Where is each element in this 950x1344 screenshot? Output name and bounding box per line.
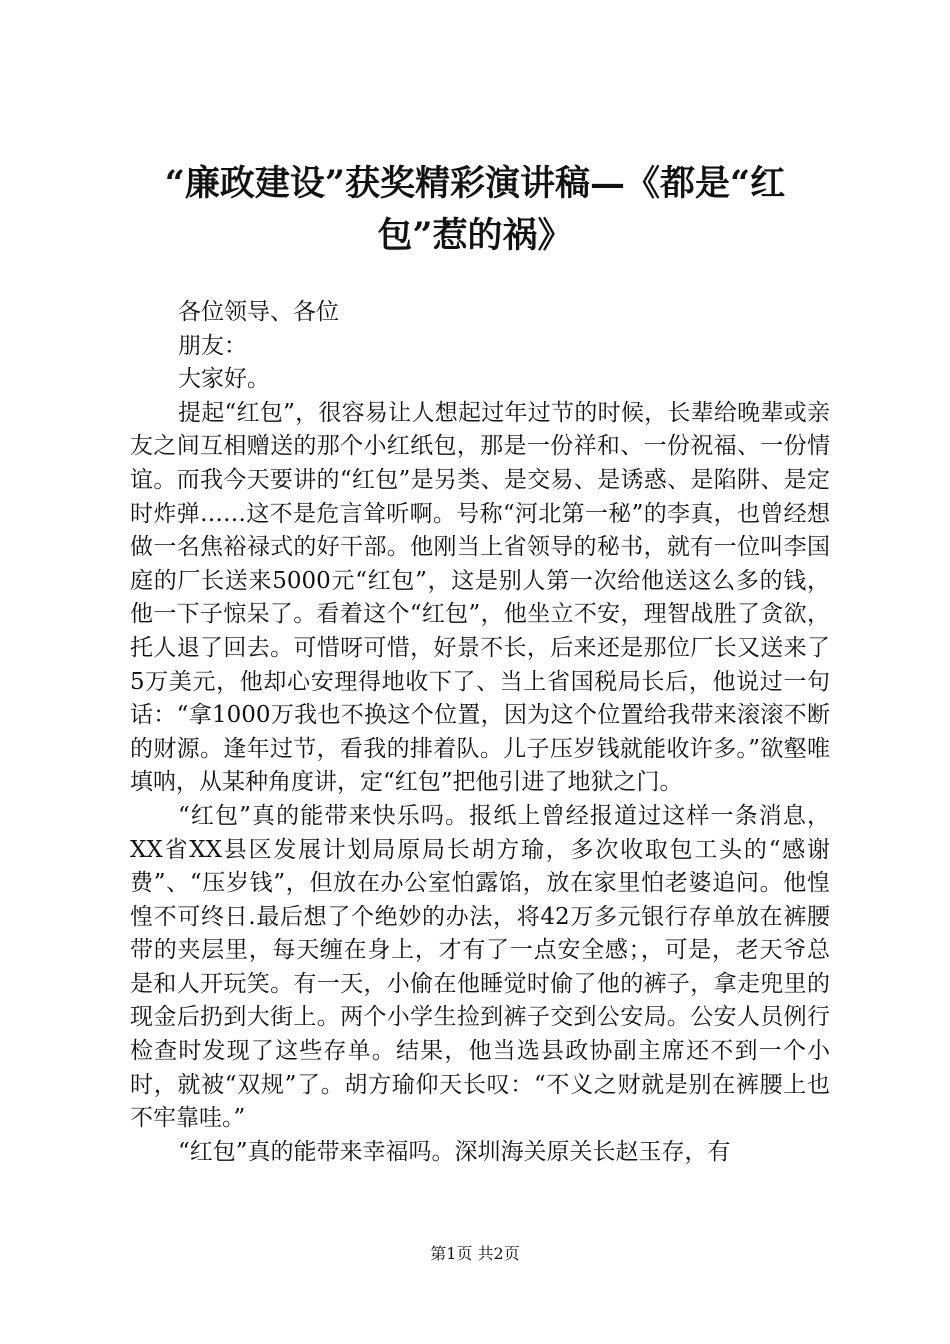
- paragraph-1: 提起“红包”，很容易让人想起过年过节的时候，长辈给晚辈或亲友之间互相赠送的那个小红纸包，那是一份祥和、一份祝福、一份情谊。而我今天要讲的“红包”是另类、是交易、是诱惑、是陷阱、是定时炸弹……这不是危言耸听啊。号称“河北第一秘”的李真，也曾经想做一名焦裕禄式的好干部。他刚当上省领导的秘书，就有一位叫李国庭的厂长送来5000元“红包”，这是别人第一次给他送这么多的钱，他一下子惊呆了。看着这个“红包”，他坐立不安，理智战胜了贪欲，托人退了回去。可惜呀可惜，好景不长，后来还是那位厂长又送来了5万美元，他却心安理得地收下了、当上省国税局长后，他说过一句话：“拿1000万我也不换这个位置，因为这个位置给我带来滚滚不断的财源。逢年过节，看我的排着队。儿子压岁钱就能收许多。”欲壑唯填呐，从某种角度讲，定“红包”把他引进了地狱之门。: [130, 399, 830, 796]
- greeting: 大家好。: [178, 366, 270, 393]
- title-line-2: 包”惹的祸》: [377, 215, 573, 256]
- document-title: [120, 158, 830, 262]
- paragraph-2: “红包”真的能带来快乐吗。报纸上曾经报道过这样一条消息，XX省XX县区发展计划局原局长胡方瑜，多次收取包工头的“感谢费”、“压岁钱”，但放在办公室怕露馅，放在家里怕老婆追问。他惶惶不可终日.最后想了个绝妙的办法，将42万多元银行存单放在裤腰带的夹层里，每天缠在身上，才有了一点安全感；，可是，老天爷总是和人开玩笑。有一天，小偷在他睡觉时偷了他的裤子，拿走兜里的现金后扔到大街上。两个小学生捡到裤子交到公安局。公安人员例行检查时发现了这些存单。结果，他当选县政协副主席还不到一个小时，就被“双规”了。胡方瑜仰天长叹：“不义之财就是别在裤腰上也不牢靠哇。”: [130, 802, 830, 1132]
- title-line-1: “廉政建设”获奖精彩演讲稿—《都是“红: [164, 163, 786, 204]
- salutation-line-2: 朋友：: [178, 332, 247, 359]
- paragraph-3: “红包”真的能带来幸福吗。深圳海关原关长赵玉存，有: [178, 1138, 731, 1165]
- page-number: 第1页 共2页: [430, 1244, 520, 1263]
- page-footer: [0, 1244, 950, 1264]
- salutation-line-1: 各位领导、各位: [178, 299, 339, 325]
- document-body: [130, 296, 830, 1169]
